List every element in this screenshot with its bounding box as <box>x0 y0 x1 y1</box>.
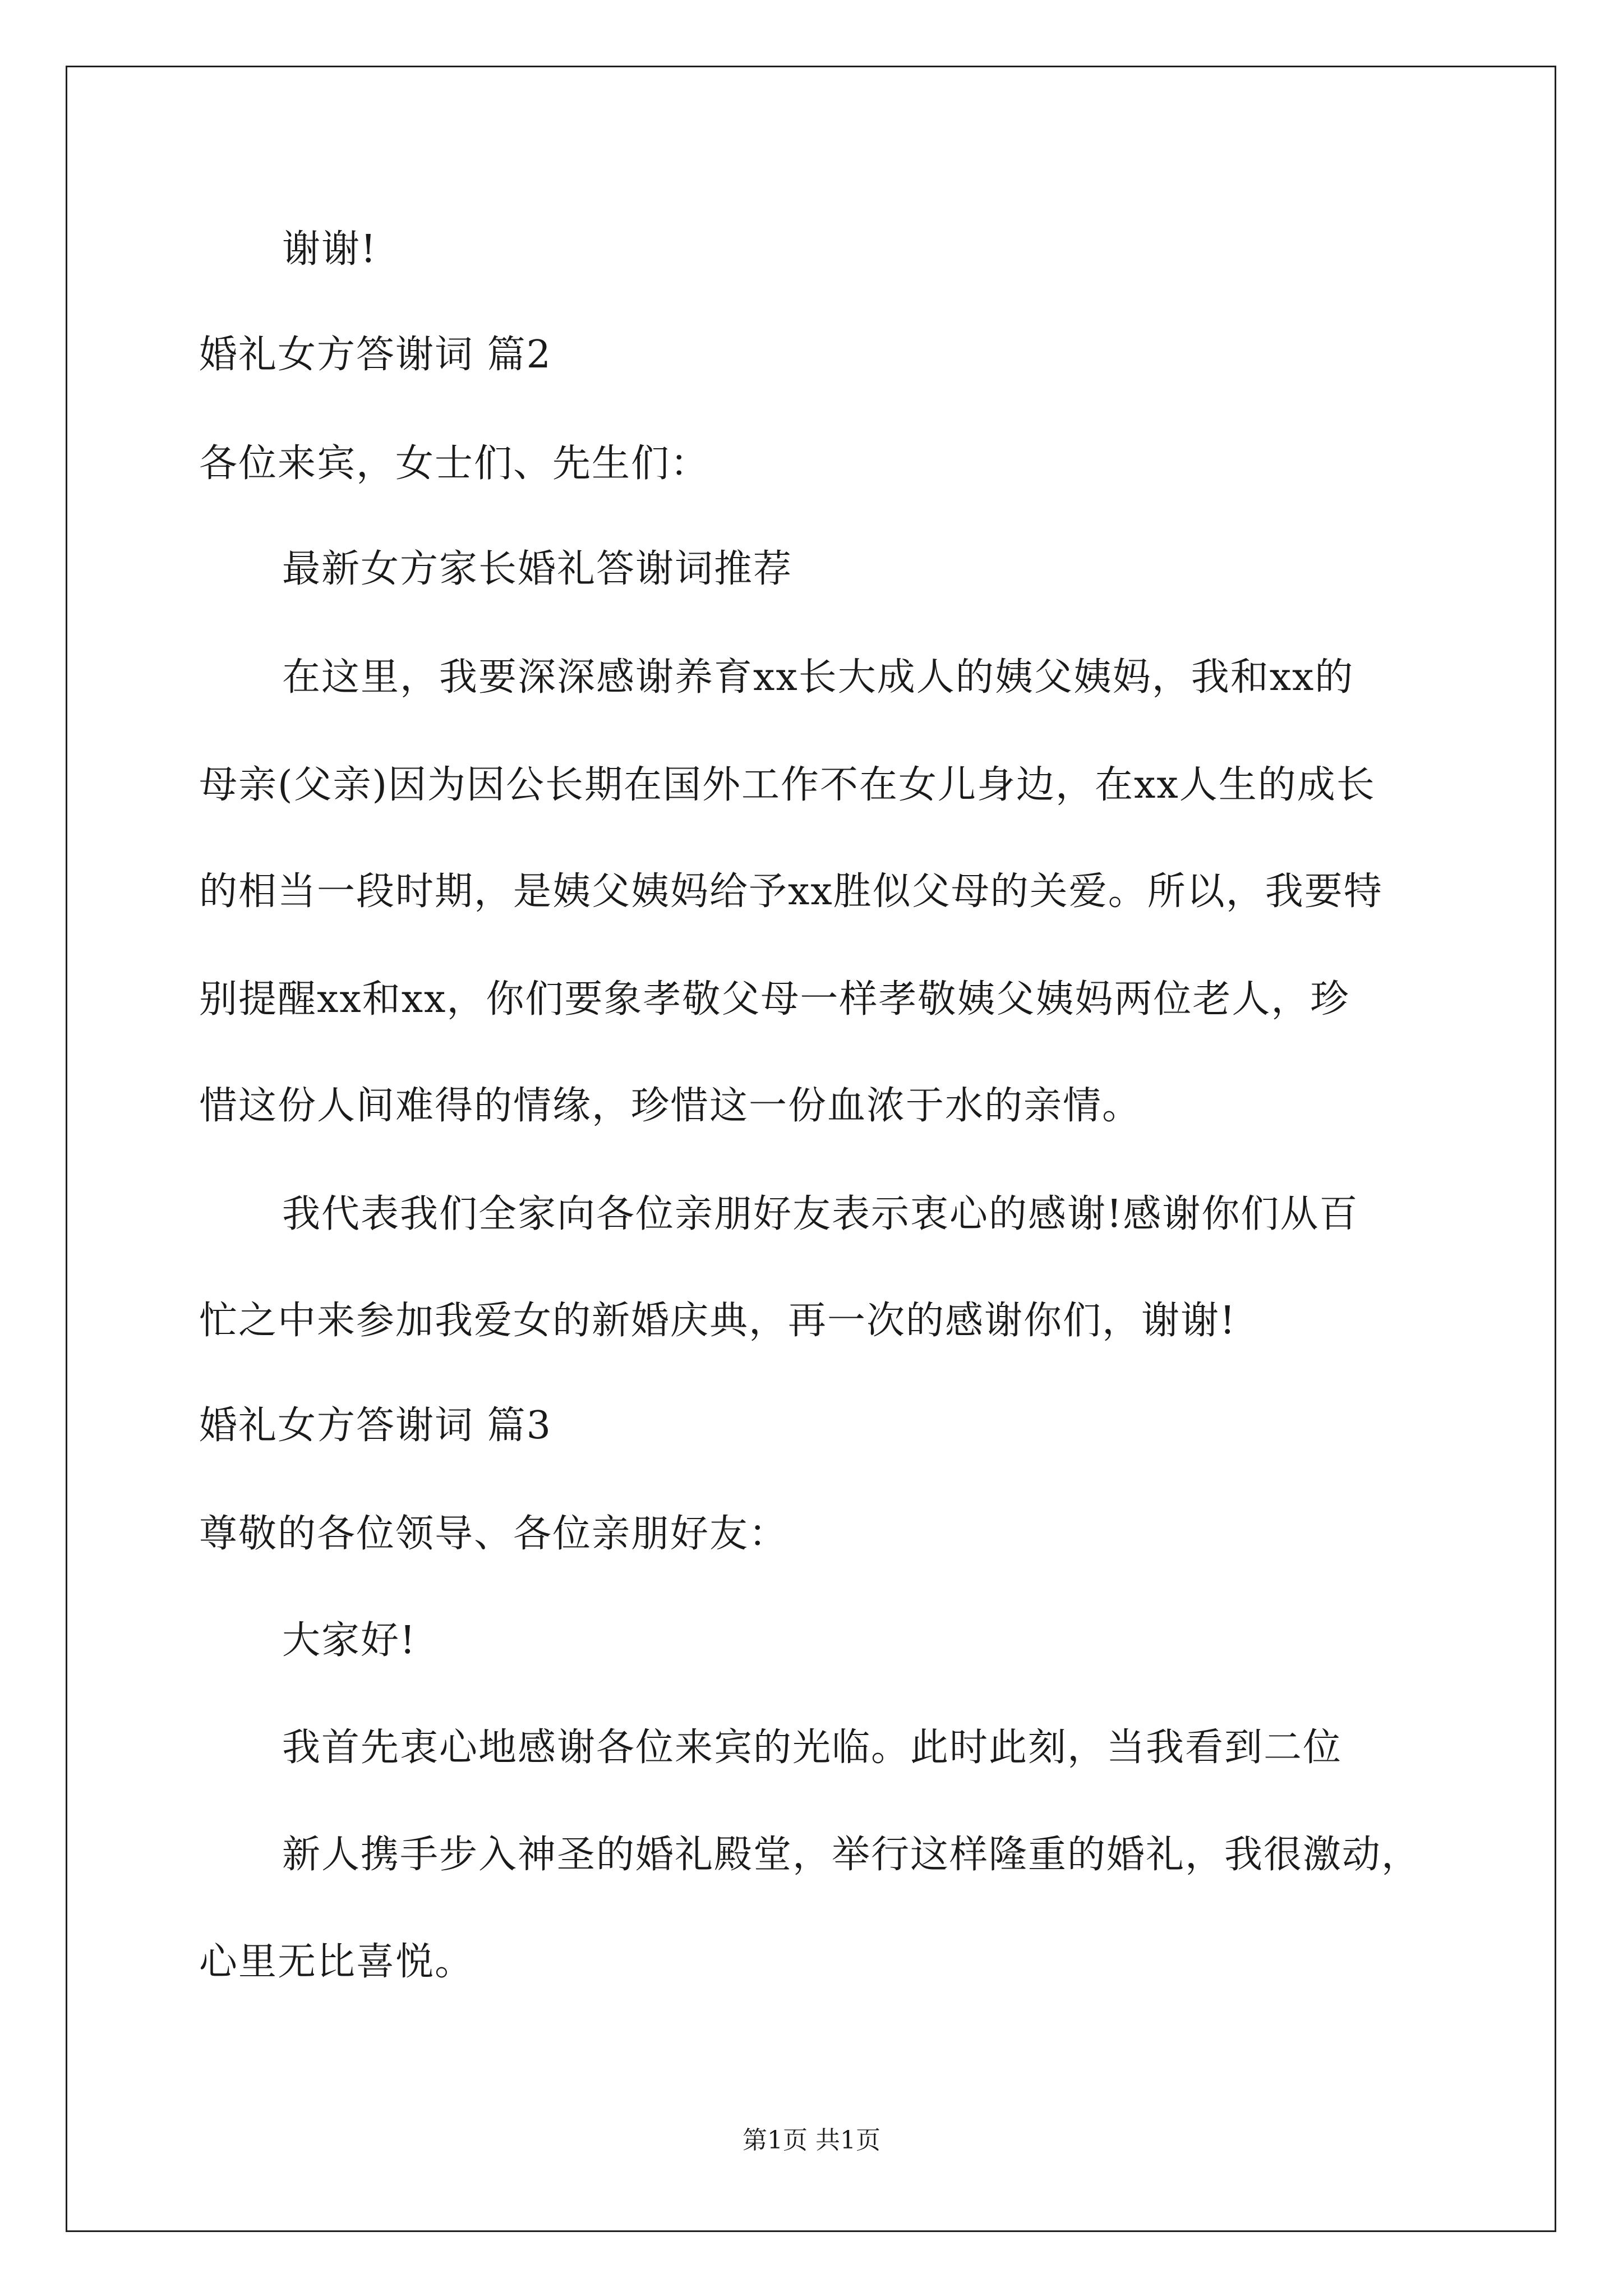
page-footer: 第1页 共1页 <box>743 2126 880 2155</box>
section-heading: 婚礼女方答谢词 篇2 <box>199 333 552 377</box>
text-line: 各位来宾，女士们、先生们： <box>199 441 710 486</box>
text-line: 忙之中来参加我爱女的新婚庆典，再一次的感谢你们，谢谢! <box>199 1299 1237 1343</box>
text-line: 最新女方家长婚礼答谢词推荐 <box>282 547 793 591</box>
text-line: 心里无比喜悦。 <box>199 1940 474 1984</box>
text-line: 我代表我们全家向各位亲朋好友表示衷心的感谢!感谢你们从百 <box>282 1192 1359 1236</box>
text-line: 惜这份人间难得的情缘，珍惜这一份血浓于水的亲情。 <box>199 1084 1142 1128</box>
text-line: 谢谢! <box>282 227 377 272</box>
text-line: 我首先衷心地感谢各位来宾的光临。此时此刻，当我看到二位 <box>282 1726 1343 1770</box>
text-line: 大家好! <box>282 1618 417 1663</box>
section-heading: 婚礼女方答谢词 篇3 <box>199 1404 552 1448</box>
text-line: 新人携手步入神圣的婚礼殿堂，举行这样隆重的婚礼，我很激动， <box>282 1833 1421 1877</box>
text-line: 母亲(父亲)因为因公长期在国外工作不在女儿身边，在xx人生的成长 <box>199 763 1376 807</box>
page-border <box>66 66 1556 2232</box>
text-line: 的相当一段时期，是姨父姨妈给予xx胜似父母的关爱。所以，我要特 <box>199 869 1383 914</box>
text-line: 在这里，我要深深感谢养育xx长大成人的姨父姨妈，我和xx的 <box>282 655 1354 700</box>
text-line: 尊敬的各位领导、各位亲朋好友： <box>199 1512 789 1556</box>
text-line: 别提醒xx和xx，你们要象孝敬父母一样孝敬姨父姨妈两位老人，珍 <box>199 977 1350 1022</box>
